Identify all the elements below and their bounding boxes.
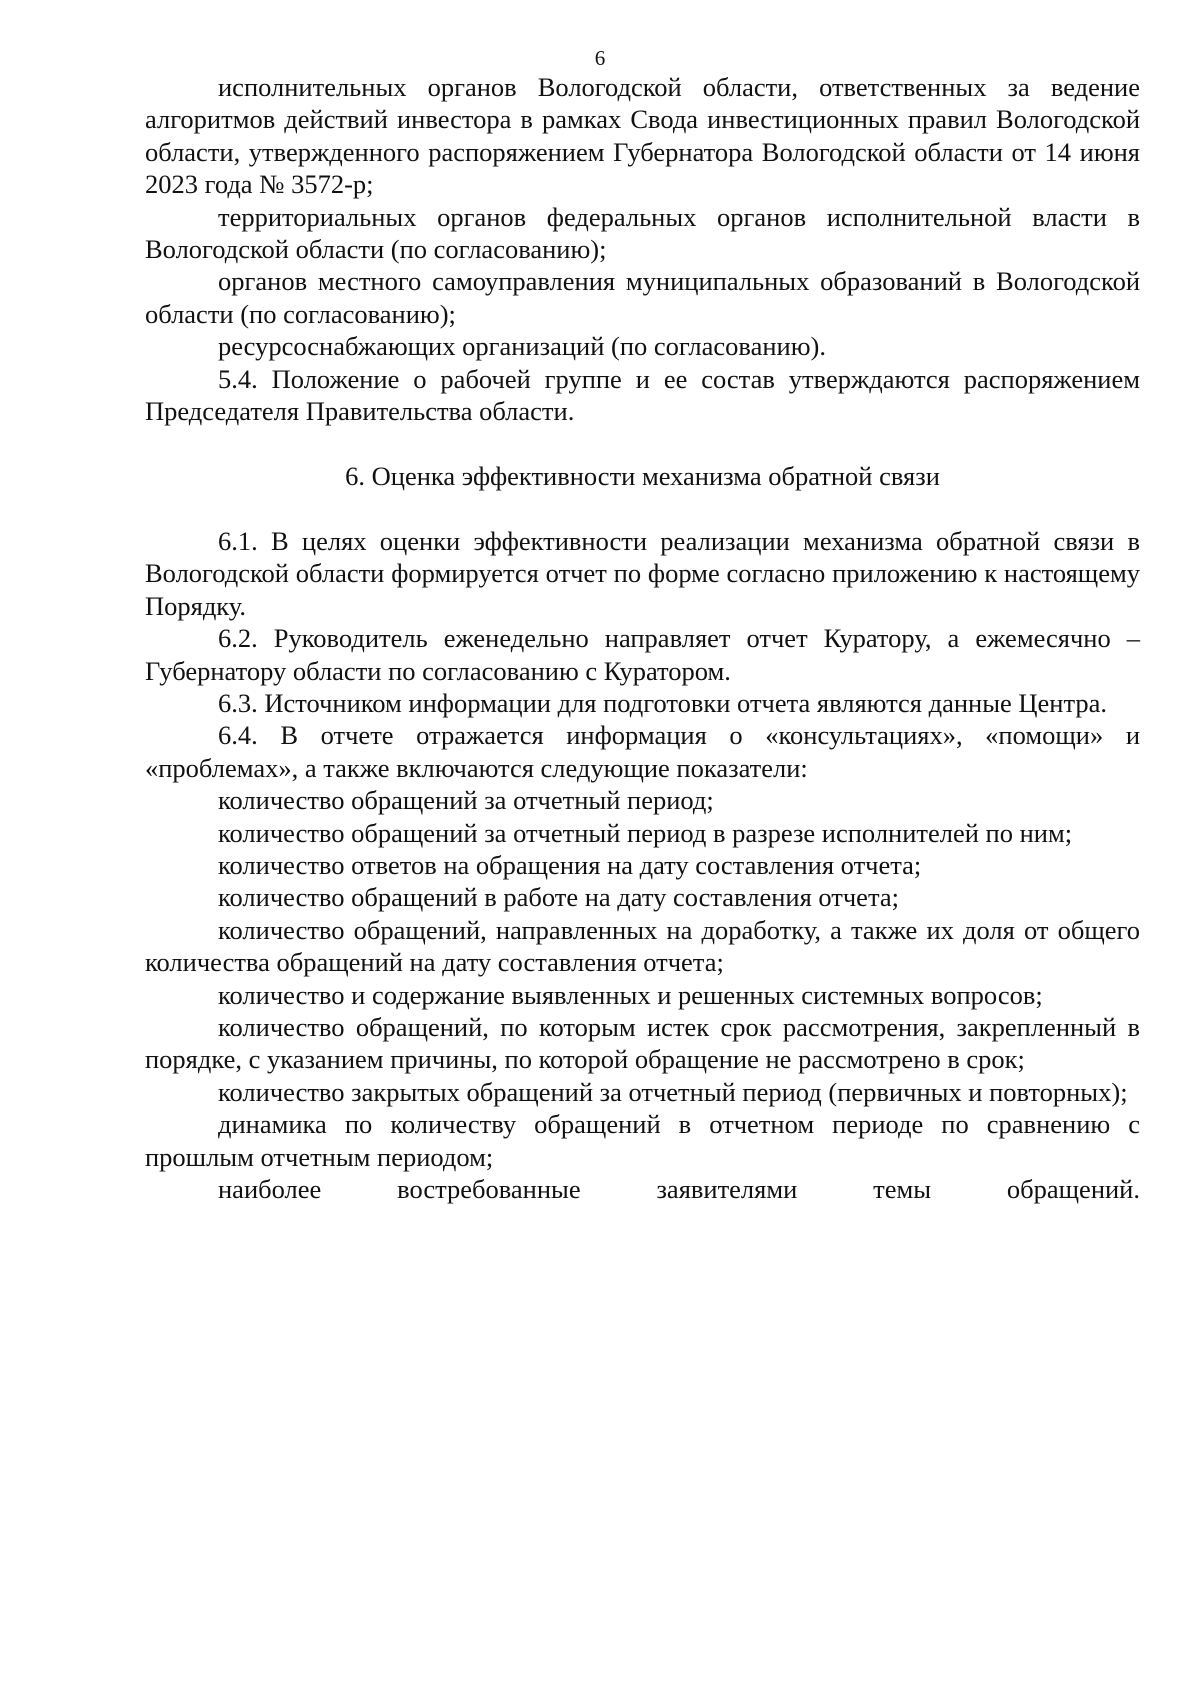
paragraph-6-1: 6.1. В целях оценки эффективности реализации механизма обратной связи в Вологодской области формируется отчет по форме согласно приложению к настоящему Порядку. xyxy=(145,525,1140,621)
paragraph-resource-organizations: ресурсоснабжающих организаций (по согласованию). xyxy=(218,331,826,362)
list-item-indicator: динамика по количеству обращений в отчетном периоде по сравнению с прошлым отчетным периодом; xyxy=(145,1109,1140,1172)
document-body xyxy=(145,71,1140,1205)
list-item-indicator: количество обращений, по которым истек срок рассмотрения, закрепленный в порядке, с указанием причины, по которой обращение не рассмотрено в срок; xyxy=(145,1011,1140,1075)
paragraph-executive-bodies: исполнительных органов Вологодской области, ответственных за ведение алгоритмов действий инвестора в рамках Свода инвестиционных правил Вологодской области, утвержденного распоряжением Губернатора Вологодской области от 14 июня 2023 года № 3572-р; xyxy=(145,72,1140,200)
paragraph-6-2: 6.2. Руководитель еженедельно направляет отчет Куратору, а ежемесячно – Губернатору области по согласованию с Куратором. xyxy=(145,623,1140,686)
list-item-indicator: количество ответов на обращения на дату составления отчета; xyxy=(218,849,922,880)
paragraph-6-4: 6.4. В отчете отражается информация о «консультациях», «помощи» и «проблемах», а также включаются следующие показатели: xyxy=(145,720,1140,783)
section-heading: 6. Оценка эффективности механизма обратной связи xyxy=(345,461,940,492)
list-item-indicator: количество и содержание выявленных и решенных системных вопросов; xyxy=(218,979,1043,1010)
list-item-indicator: количество обращений за отчетный период в разрезе исполнителей по ним; xyxy=(218,817,1073,848)
list-item-indicator: количество закрытых обращений за отчетный период (первичных и повторных); xyxy=(218,1076,1128,1107)
list-item-indicator: количество обращений за отчетный период; xyxy=(218,785,714,816)
paragraph-local-government: органов местного самоуправления муниципальных образований в Вологодской области (по согласованию); xyxy=(145,266,1140,329)
list-item-indicator: количество обращений в работе на дату составления отчета; xyxy=(218,882,899,913)
page-number: 6 xyxy=(594,46,606,70)
paragraph-5-4: 5.4. Положение о рабочей группе и ее состав утверждаются распоряжением Председателя Правительства области. xyxy=(145,363,1140,427)
paragraph-6-3: 6.3. Источником информации для подготовки отчета являются данные Центра. xyxy=(218,687,1108,718)
list-item-indicator: количество обращений, направленных на доработку, а также их доля от общего количества обращений на дату составления отчета; xyxy=(145,914,1140,978)
list-item-indicator: наиболее востребованные заявителями темы обращений. xyxy=(218,1174,1140,1204)
paragraph-territorial-bodies: территориальных органов федеральных органов исполнительной власти в Вологодской области (по согласованию); xyxy=(145,201,1140,265)
